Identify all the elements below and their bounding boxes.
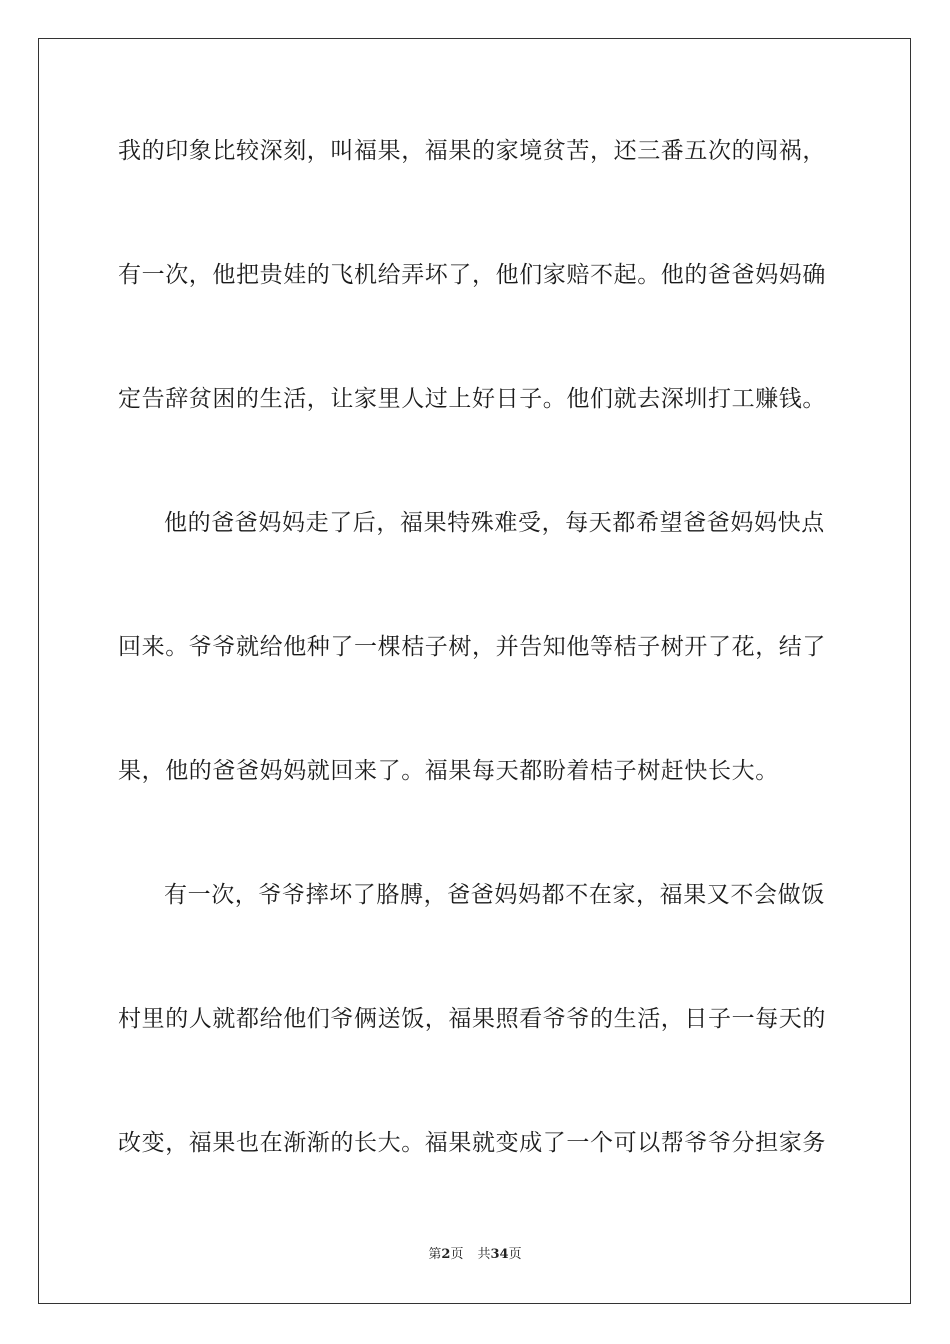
total-suffix: 页 [508, 1247, 522, 1262]
total-pages: 34 [490, 1247, 509, 1262]
page-footer [0, 1247, 950, 1263]
text-line-1: 我的印象比较深刻，叫福果，福果的家境贫苦，还三番五次的闯祸， [118, 138, 826, 164]
page-border [38, 38, 911, 1304]
text-line-9: 改变，福果也在渐渐的长大。福果就变成了一个可以帮爷爷分担家务 [118, 1130, 826, 1156]
text-line-3: 定告辞贫困的生活，让家里人过上好日子。他们就去深圳打工赚钱。 [118, 386, 826, 412]
text-line-8: 村里的人就都给他们爷俩送饭，福果照看爷爷的生活，日子一每天的 [118, 1006, 826, 1032]
text-line-2: 有一次，他把贵娃的飞机给弄坏了，他们家赔不起。他的爸爸妈妈确 [118, 262, 826, 288]
text-line-7: 有一次，爷爷摔坏了胳膊，爸爸妈妈都不在家，福果又不会做饭 [164, 882, 825, 908]
page-prefix: 第 [428, 1247, 442, 1262]
text-line-6: 果，他的爸爸妈妈就回来了。福果每天都盼着桔子树赶快长大。 [118, 758, 779, 784]
page-suffix: 页 [450, 1247, 464, 1262]
page-number: 2 [441, 1247, 451, 1262]
text-line-5: 回来。爷爷就给他种了一棵桔子树，并告知他等桔子树开了花，结了 [118, 634, 826, 660]
total-prefix: 共 [477, 1247, 491, 1262]
text-line-4: 他的爸爸妈妈走了后，福果特殊难受，每天都希望爸爸妈妈快点 [164, 510, 825, 536]
